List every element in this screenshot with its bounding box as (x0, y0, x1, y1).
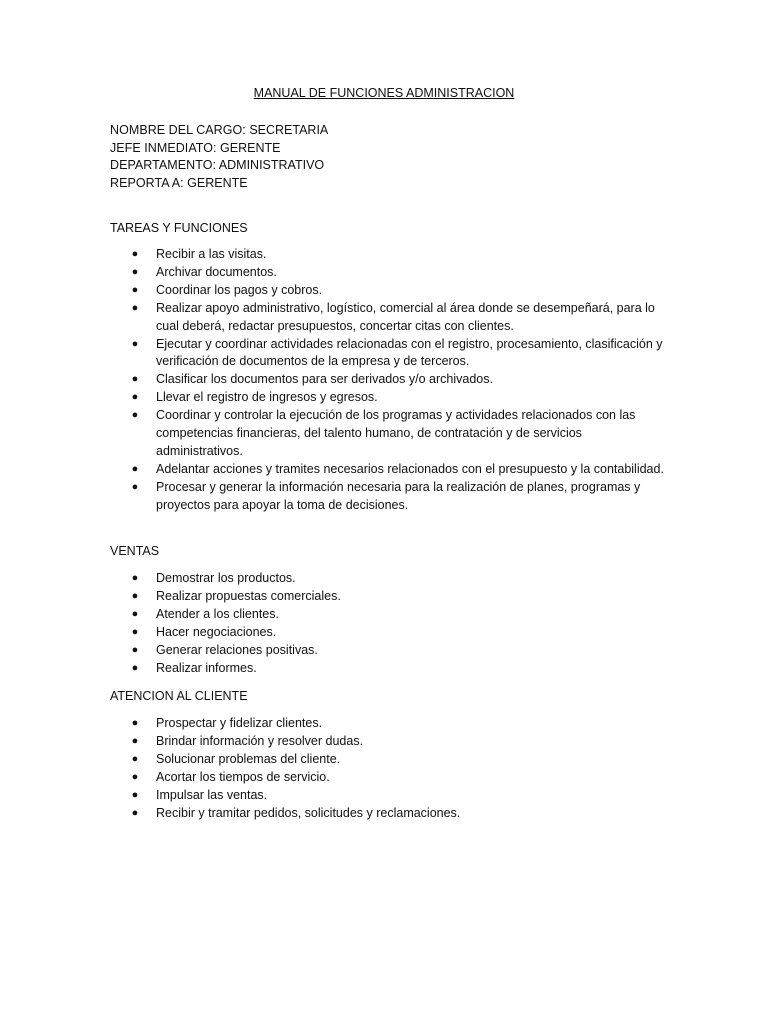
list-item-text: Impulsar las ventas. (156, 787, 268, 802)
bullet-icon: ● (131, 788, 139, 801)
list-item (110, 300, 665, 336)
info-value: GERENTE (187, 176, 248, 191)
bullet-icon: ● (131, 409, 139, 422)
list-item (110, 660, 670, 678)
list-item-text: Recibir y tramitar pedidos, solicitudes y reclamaciones. (156, 805, 461, 820)
bullet-icon: ● (131, 806, 139, 819)
info-label: NOMBRE DEL CARGO: (110, 123, 246, 137)
list-item-text: Generar relaciones positivas. (156, 642, 318, 657)
bullet-icon: ● (131, 661, 139, 674)
list-item-text: Coordinar los pagos y cobros. (156, 282, 323, 297)
bullet-icon: ● (131, 283, 139, 296)
list-item (110, 246, 665, 264)
info-label: DEPARTAMENTO: (110, 158, 216, 173)
list-item (110, 371, 665, 389)
info-row-reporta (110, 175, 670, 193)
list-item-text: Prospectar y fidelizar clientes. (156, 716, 323, 730)
document-title: MANUAL DE FUNCIONES ADMINISTRACION (253, 86, 515, 100)
list-item-text: Hacer negociaciones. (156, 624, 277, 639)
info-value: GERENTE (220, 140, 281, 155)
tareas-list (110, 246, 665, 515)
list-item-text: Acortar los tiempos de servicio. (156, 769, 330, 784)
list-item-text: Clasificar los documentos para ser derivados y/o archivados. (156, 372, 493, 387)
list-item-text: Solucionar problemas del cliente. (156, 751, 341, 766)
list-item (110, 805, 670, 823)
bullet-icon: ● (131, 734, 139, 747)
list-item (110, 282, 665, 300)
list-item-text: Realizar informes. (156, 660, 257, 675)
list-item (110, 407, 665, 461)
info-label: JEFE INMEDIATO: (110, 140, 217, 155)
list-item-text: Realizar apoyo administrativo, logístico, comercial al área donde se desempeñará, para lo cual deberá, redactar presupuestos, concertar citas con clientes. (156, 300, 655, 333)
list-item-text: Ejecutar y coordinar actividades relacionadas con el registro, procesamiento, clasificación y verificación de documentos de la empresa y de terceros. (156, 336, 663, 369)
info-label: REPORTA A: (110, 176, 184, 191)
bullet-icon: ● (131, 589, 139, 602)
list-item-text: Recibir a las visitas. (156, 247, 267, 261)
bullet-icon: ● (131, 337, 139, 350)
list-item (110, 461, 665, 479)
list-item (110, 733, 670, 751)
info-value: ADMINISTRATIVO (218, 158, 325, 173)
list-item-text: Realizar propuestas comerciales. (156, 588, 341, 603)
info-row-jefe (110, 140, 670, 158)
list-item-text: Archivar documentos. (156, 264, 277, 279)
bullet-icon: ● (131, 643, 139, 656)
list-item (110, 624, 670, 642)
bullet-icon: ● (131, 480, 139, 493)
list-item (110, 264, 665, 282)
list-item (110, 389, 665, 407)
list-item-text: Demostrar los productos. (156, 571, 296, 585)
bullet-icon: ● (131, 625, 139, 638)
bullet-icon: ● (131, 752, 139, 765)
bullet-icon: ● (131, 462, 139, 475)
ventas-list (110, 570, 670, 677)
list-item (110, 787, 670, 805)
info-row-departamento (110, 157, 670, 175)
list-item-text: Adelantar acciones y tramites necesarios relacionados con el presupuesto y la contabilidad. (156, 461, 664, 476)
info-row-cargo (110, 122, 670, 140)
list-item-text: Procesar y generar la información necesaria para la realización de planes, programas y proyectos para apoyar la toma de decisiones. (156, 479, 641, 512)
list-item (110, 769, 670, 787)
list-item (110, 588, 670, 606)
bullet-icon: ● (131, 248, 139, 260)
bullet-icon: ● (131, 391, 139, 404)
bullet-icon: ● (131, 717, 139, 729)
job-info-block (110, 122, 670, 193)
list-item (110, 642, 670, 660)
bullet-icon: ● (131, 373, 139, 386)
list-item-text: Llevar el registro de ingresos y egresos. (156, 390, 378, 405)
list-item-text: Coordinar y controlar la ejecución de los programas y actividades relacionados con las competencias financieras, del talento humano, de contratación y de servicios administrativos. (156, 408, 636, 458)
list-item (110, 606, 670, 624)
list-item (110, 570, 670, 588)
list-item (110, 751, 670, 769)
bullet-icon: ● (131, 265, 139, 278)
bullet-icon: ● (131, 572, 139, 584)
section-heading-ventas: VENTAS (110, 544, 160, 558)
bullet-icon: ● (131, 770, 139, 783)
bullet-icon: ● (131, 607, 139, 620)
list-item (110, 336, 665, 372)
atencion-list (110, 715, 670, 822)
bullet-icon: ● (131, 301, 139, 314)
section-heading-atencion: ATENCION AL CLIENTE (110, 689, 248, 703)
list-item (110, 479, 665, 515)
list-item-text: Brindar información y resolver dudas. (156, 733, 364, 748)
list-item-text: Atender a los clientes. (156, 606, 279, 621)
info-value: SECRETARIA (249, 123, 329, 137)
section-heading-tareas: TAREAS Y FUNCIONES (110, 221, 248, 235)
list-item (110, 715, 670, 733)
